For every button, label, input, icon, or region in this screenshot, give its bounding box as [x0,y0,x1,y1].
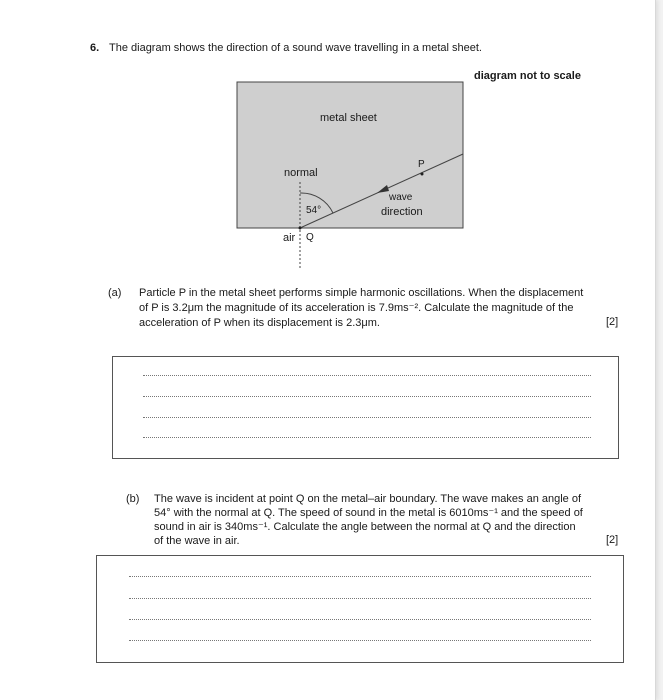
question-number: 6. [90,42,100,54]
part-b-line-1: The wave is incident at point Q on the metal–air boundary. The wave makes an angle of [154,493,582,505]
question-intro: The diagram shows the direction of a sound wave travelling in a metal sheet. [109,42,482,54]
wave-label-2: direction [381,206,423,218]
part-a-line-3: acceleration of P when its displacement is 2.3μm. [139,317,380,329]
part-b-line-3: sound in air is 340ms⁻¹. Calculate the angle between the normal at Q and the direction [154,521,576,533]
point-q-label: Q [306,232,314,243]
answer-line [143,396,591,397]
answer-line [129,598,591,599]
part-a-marks: [2] [606,316,619,328]
answer-line [143,375,591,376]
part-a-label: (a) [108,287,122,299]
part-b-line-2: 54° with the normal at Q. The speed of sound in the metal is 6010ms⁻¹ and the speed of [154,507,583,519]
part-a-line-2: of P is 3.2μm the magnitude of its acceleration is 7.9ms⁻². Calculate the magnitude of the [139,302,574,314]
part-b-answer-box[interactable] [96,555,624,663]
answer-line [129,576,591,577]
point-q-marker [299,227,302,230]
answer-line [143,437,591,438]
diagram-not-to-scale-note: diagram not to scale [474,70,581,82]
answer-line [129,640,591,641]
normal-label: normal [284,167,318,179]
answer-line [129,619,591,620]
metal-sheet [237,82,463,228]
point-p-label: P [418,159,425,170]
part-b-label: (b) [126,493,140,505]
air-label: air [283,232,296,244]
part-a-line-1: Particle P in the metal sheet performs simple harmonic oscillations. When the displacement [139,287,584,299]
angle-label: 54° [306,205,322,216]
metal-sheet-label: metal sheet [320,112,377,124]
part-b-marks: [2] [606,534,619,546]
part-b-line-4: of the wave in air. [154,535,240,547]
answer-line [143,417,591,418]
wave-label-1: wave [389,192,413,203]
point-p-marker [421,173,424,176]
part-a-answer-box[interactable] [112,356,619,459]
